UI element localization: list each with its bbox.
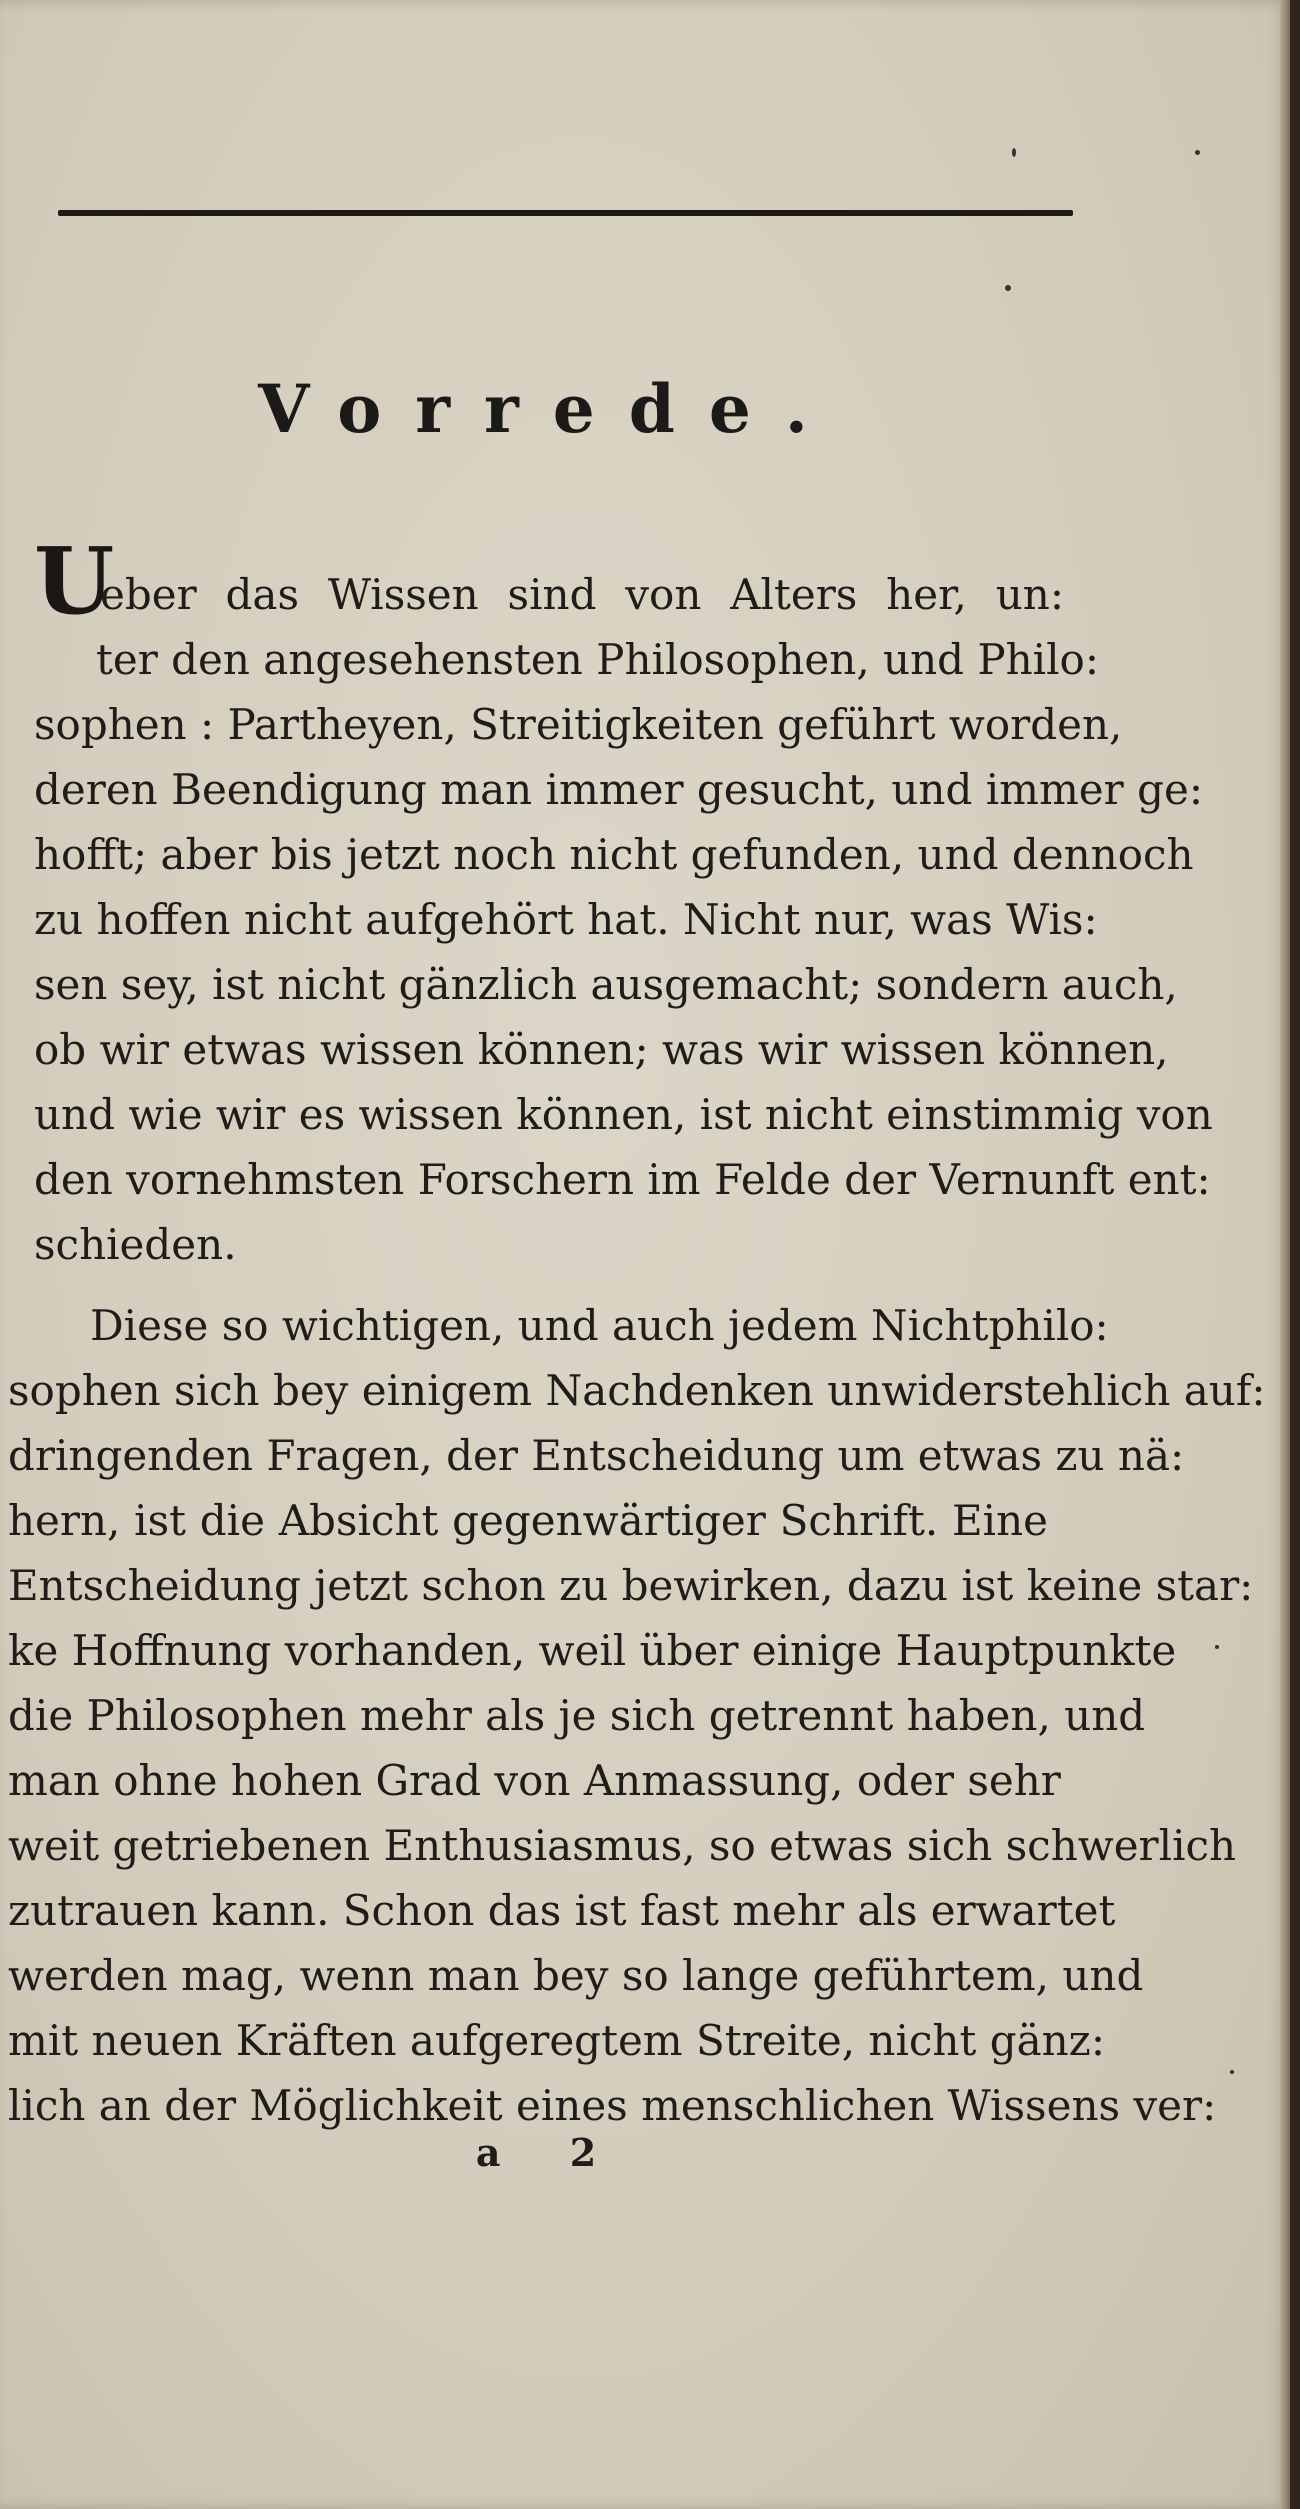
paragraph-2-line: sophen sich bey einigem Nachdenken unwiderstehlich auf: — [8, 1366, 1266, 1415]
paragraph-2-line: die Philosophen mehr als je sich getrennt haben, und — [8, 1691, 1146, 1740]
paragraph-1-line: sophen : Partheyen, Streitigkeiten geführt worden, — [34, 700, 1123, 749]
paragraph-2-line: hern, ist die Absicht gegenwärtiger Schrift. Eine — [8, 1496, 1048, 1545]
paragraph-1-line: ter den angesehensten Philosophen, und Philo: — [96, 635, 1099, 684]
paragraph-1-line: den vornehmsten Forschern im Felde der Vernunft ent: — [34, 1155, 1211, 1204]
paragraph-2-line: dringenden Fragen, der Entscheidung um etwas zu nä: — [8, 1431, 1185, 1480]
paragraph-2 — [8, 1293, 1266, 2138]
paragraph-2-line: mit neuen Kräften aufgeregtem Streite, nicht gänz: — [8, 2016, 1105, 2065]
paragraph-1-line: schieden. — [34, 1220, 237, 1269]
paragraph-2-line: weit getriebenen Enthusiasmus, so etwas sich schwerlich — [8, 1821, 1237, 1870]
paragraph-2-line: lich an der Möglichkeit eines menschlichen Wissens ver: — [8, 2081, 1217, 2130]
paragraph-2-line: Entscheidung jetzt schon zu bewirken, dazu ist keine star: — [8, 1561, 1254, 1610]
paragraph-2-line: ke Hoffnung vorhanden, weil über einige Hauptpunkte — [8, 1626, 1177, 1675]
paragraph-1-line: hofft; aber bis jetzt noch nicht gefunden, und dennoch — [34, 830, 1194, 879]
paragraph-1-line: zu hoffen nicht aufgehört hat. Nicht nur, was Wis: — [34, 895, 1098, 944]
paragraph-1-line: sen sey, ist nicht gänzlich ausgemacht; sondern auch, — [34, 960, 1178, 1009]
paragraph-2-line: werden mag, wenn man bey so lange geführtem, und — [8, 1951, 1144, 2000]
paragraph-1-line: und wie wir es wissen können, ist nicht einstimmig von — [34, 1090, 1213, 1139]
paragraph-2-line: man ohne hohen Grad von Anmassung, oder sehr — [8, 1756, 1061, 1805]
paper-speck — [1005, 285, 1011, 291]
drop-cap-initial: U — [34, 527, 115, 635]
paper-speck — [1230, 2070, 1234, 2074]
paragraph-1 — [34, 527, 1213, 1277]
paper-speck — [1012, 148, 1016, 157]
paragraph-1-line-text: eber das Wissen sind von Alters her, un: — [100, 570, 1064, 619]
paragraph-2-line: Diese so wichtigen, und auch jedem Nichtphilo: — [90, 1301, 1109, 1350]
paper-speck — [1195, 150, 1200, 155]
header-rule — [58, 210, 1073, 216]
paragraph-1-line — [34, 527, 1064, 635]
paragraph-1-line: ob wir etwas wissen können; was wir wissen können, — [34, 1025, 1169, 1074]
paper-speck — [1215, 1645, 1219, 1649]
paragraph-2-line: zutrauen kann. Schon das ist fast mehr als erwartet — [8, 1886, 1116, 1935]
signature-mark: a 2 — [475, 2130, 625, 2175]
page-title: Vorrede. — [258, 370, 842, 448]
paragraph-1-line: deren Beendigung man immer gesucht, und immer ge: — [34, 765, 1203, 814]
